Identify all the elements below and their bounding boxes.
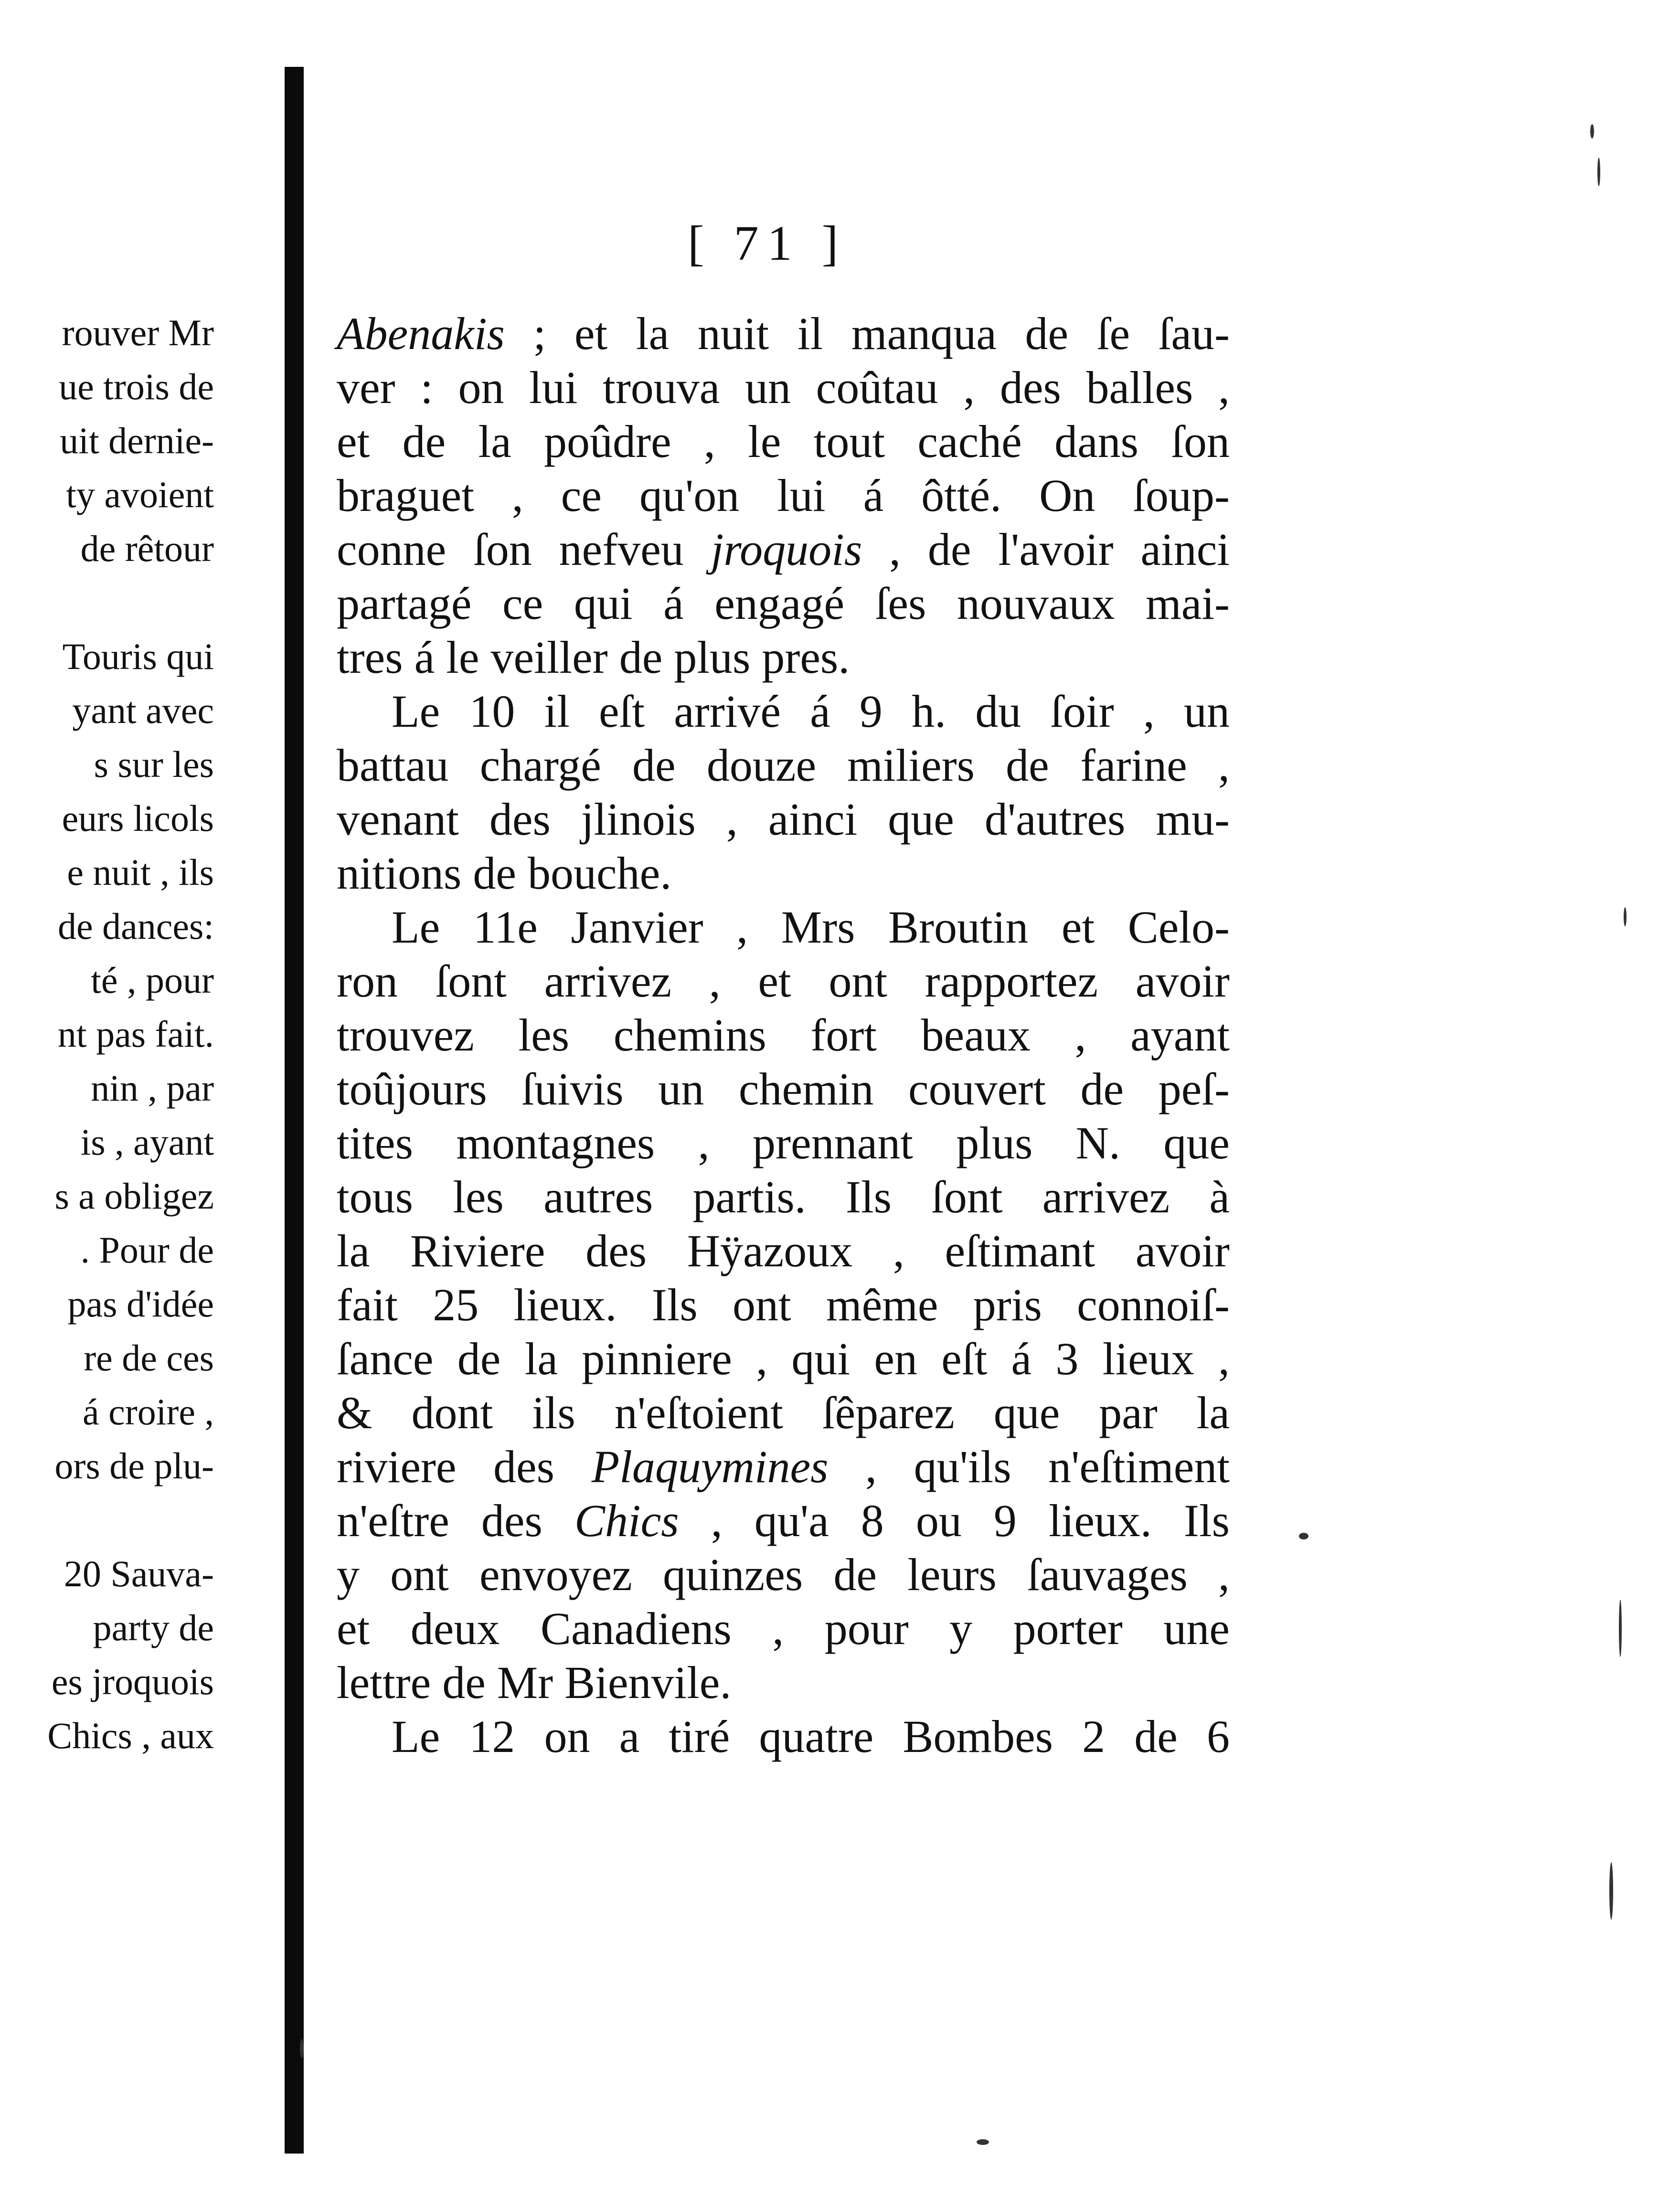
gutter-shadow — [285, 67, 304, 2154]
text-run: trouvez les chemins fort beaux , ayant — [337, 1009, 1230, 1061]
text-run: , qu'a 8 ou 9 lieux. Ils — [679, 1495, 1230, 1546]
text-line — [337, 414, 1230, 468]
left-page-line: 20 Sauva- — [64, 1553, 214, 1594]
text-line — [337, 1494, 1230, 1548]
text-run: & dont ils n'eſtoient ſêparez que par la — [337, 1387, 1230, 1438]
scan-speck — [977, 2139, 989, 2145]
text-line — [337, 1008, 1230, 1062]
text-line — [337, 1332, 1230, 1386]
text-run: tous les autres partis. Ils ſont arrivez à — [337, 1171, 1230, 1222]
text-line — [337, 846, 1230, 900]
text-line — [337, 307, 1230, 361]
text-run: ver : on lui trouva un coûtau , des balles , — [337, 362, 1230, 413]
text-run: battau chargé de douze miliers de farine , — [337, 740, 1230, 791]
text-run: n'eſtre des — [337, 1495, 574, 1546]
scan-speck — [1590, 124, 1594, 138]
left-page-line: es jroquois — [51, 1661, 214, 1702]
text-line — [337, 1440, 1230, 1494]
italic-term: Chics — [574, 1495, 679, 1546]
text-run: ron ſont arrivez , et ont rapportez avoir — [337, 955, 1230, 1007]
scan-speck — [1624, 907, 1627, 926]
text-line — [337, 1116, 1230, 1170]
scan-speck — [1299, 1533, 1308, 1539]
text-line — [337, 1224, 1230, 1278]
text-run: fait 25 lieux. Ils ont même pris connoiſ- — [337, 1279, 1230, 1330]
facing-page-fragment — [0, 306, 220, 1762]
left-page-line: party de — [93, 1607, 214, 1648]
text-run: tres á le veiller de plus pres. — [337, 632, 850, 683]
left-page-line: yant avec — [72, 690, 214, 731]
text-run: Le 10 il eſt arrivé á 9 h. du ſoir , un — [392, 686, 1230, 737]
text-run: la Riviere des Hÿazoux , eſtimant avoir — [337, 1225, 1230, 1276]
main-text-block — [337, 307, 1230, 1763]
text-run: Le 12 on a tiré quatre Bombes 2 de 6 — [392, 1711, 1230, 1762]
text-line — [337, 1656, 1230, 1709]
text-line — [337, 361, 1230, 414]
left-page-line: de rêtour — [80, 528, 214, 569]
text-run: nitions de bouche. — [337, 848, 672, 899]
left-page-line: rouver Mr — [62, 312, 214, 353]
scan-speck — [1597, 158, 1600, 186]
scan-speck — [1619, 1600, 1622, 1657]
left-page-line: s a obligez — [54, 1175, 214, 1217]
text-line — [337, 684, 1230, 738]
page-number: [ 71 ] — [688, 216, 847, 271]
text-run: ; et la nuit il manqua de ſe ſau- — [504, 308, 1230, 359]
text-run: et deux Canadiens , pour y porter une — [337, 1603, 1230, 1654]
left-page-line: ors de plu- — [54, 1445, 214, 1486]
text-line — [337, 1062, 1230, 1116]
text-run: ſance de la pinniere , qui en eſt á 3 lieux , — [337, 1333, 1230, 1384]
left-page-gap — [0, 575, 220, 629]
text-line — [337, 900, 1230, 954]
text-run: tites montagnes , prennant plus N. que — [337, 1117, 1230, 1168]
text-line — [337, 1709, 1230, 1763]
text-line — [337, 576, 1230, 630]
left-page-line: nt pas fait. — [57, 1013, 214, 1055]
left-page-line: nin , par — [91, 1067, 214, 1109]
text-line — [337, 738, 1230, 792]
left-page-line: pas d'idée — [67, 1283, 214, 1325]
text-run: et de la poûdre , le tout caché dans ſon — [337, 416, 1230, 467]
scan-speck — [300, 2039, 304, 2058]
text-run: , qu'ils n'eſtiment — [828, 1441, 1230, 1492]
left-page-line: de dances: — [57, 905, 214, 947]
text-run: venant des jlinois , ainci que d'autres mu- — [337, 794, 1230, 845]
left-page-line: Chics , aux — [47, 1715, 214, 1756]
text-line — [337, 468, 1230, 522]
italic-term: jroquois — [711, 524, 862, 575]
left-page-line: uit dernie- — [60, 420, 214, 461]
text-line — [337, 954, 1230, 1008]
text-run: partagé ce qui á engagé ſes nouvaux mai- — [337, 578, 1230, 629]
left-page-line: Touris qui — [62, 636, 214, 677]
text-line — [337, 1548, 1230, 1602]
italic-term: Plaquymines — [591, 1441, 829, 1492]
left-page-line: ue trois de — [59, 366, 214, 407]
left-page-line: re de ces — [84, 1337, 214, 1379]
text-run: , de l'avoir ainci — [862, 524, 1230, 575]
left-page-line: ty avoient — [66, 474, 214, 515]
text-line — [337, 1278, 1230, 1332]
text-run: riviere des — [337, 1441, 592, 1492]
left-page-line: s sur les — [94, 743, 214, 785]
left-page-line: . Pour de — [80, 1229, 214, 1271]
text-line — [337, 522, 1230, 576]
text-line — [337, 1386, 1230, 1440]
text-run: braguet , ce qu'on lui á ôtté. On ſoup- — [337, 470, 1230, 521]
text-run: conne ſon nefveu — [337, 524, 711, 575]
left-page-line: á croire , — [83, 1391, 214, 1433]
left-page-line: e nuit , ils — [67, 851, 214, 893]
left-page-line: eurs licols — [62, 797, 214, 839]
text-line — [337, 1602, 1230, 1656]
text-run: Le 11e Janvier , Mrs Broutin et Celo- — [392, 902, 1230, 953]
text-line — [337, 1170, 1230, 1224]
left-page-line: té , pour — [91, 959, 214, 1001]
text-run: toûjours ſuivis un chemin couvert de peſ- — [337, 1063, 1230, 1114]
text-line — [337, 792, 1230, 846]
text-run: y ont envoyez quinzes de leurs ſauvages , — [337, 1549, 1230, 1600]
text-run: lettre de Mr Bienvile. — [337, 1657, 732, 1708]
scan-speck — [1609, 1862, 1613, 1920]
left-page-line: is , ayant — [80, 1121, 214, 1163]
text-line — [337, 630, 1230, 684]
italic-term: Abenakis — [337, 308, 505, 359]
left-page-gap — [0, 1493, 220, 1547]
